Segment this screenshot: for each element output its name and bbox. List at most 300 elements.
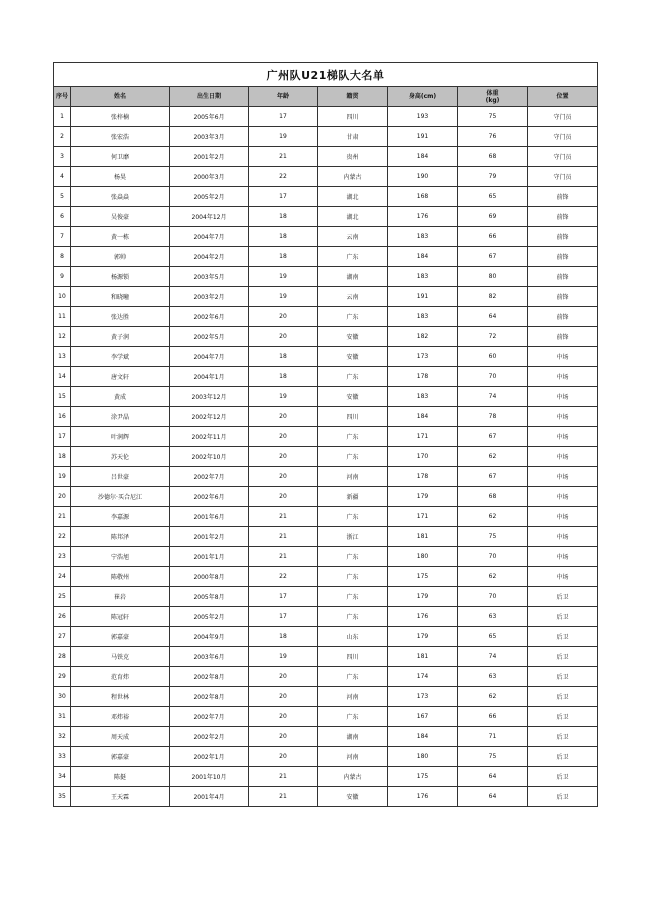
player-weight: 67 <box>458 467 528 487</box>
player-number: 3 <box>54 147 71 167</box>
player-hometown: 广东 <box>318 447 388 467</box>
player-hometown: 河南 <box>318 687 388 707</box>
player-name: 沙德尔·买合尼江 <box>71 487 170 507</box>
player-hometown: 浙江 <box>318 527 388 547</box>
player-height: 176 <box>388 207 458 227</box>
player-number: 1 <box>54 107 71 127</box>
player-name: 叶润辉 <box>71 427 170 447</box>
player-number: 21 <box>54 507 71 527</box>
player-age: 18 <box>249 367 318 387</box>
player-height: 173 <box>388 687 458 707</box>
player-birth-date: 2002年7月 <box>170 467 249 487</box>
table-row <box>54 207 598 227</box>
player-position: 后卫 <box>528 647 598 667</box>
player-birth-date: 2001年1月 <box>170 547 249 567</box>
player-height: 180 <box>388 747 458 767</box>
table-title: 广州队U21梯队大名单 <box>54 63 598 87</box>
player-hometown: 广东 <box>318 507 388 527</box>
table-row <box>54 667 598 687</box>
table-row <box>54 507 598 527</box>
col-header-height: 身高(cm) <box>388 87 458 107</box>
player-number: 5 <box>54 187 71 207</box>
player-weight: 76 <box>458 127 528 147</box>
player-age: 17 <box>249 607 318 627</box>
player-hometown: 广东 <box>318 427 388 447</box>
player-position: 前锋 <box>528 227 598 247</box>
player-position: 守门员 <box>528 127 598 147</box>
player-birth-date: 2001年2月 <box>170 147 249 167</box>
player-number: 20 <box>54 487 71 507</box>
player-number: 17 <box>54 427 71 447</box>
player-weight: 70 <box>458 367 528 387</box>
player-hometown: 广东 <box>318 587 388 607</box>
player-weight: 67 <box>458 427 528 447</box>
player-number: 15 <box>54 387 71 407</box>
player-weight: 69 <box>458 207 528 227</box>
player-age: 18 <box>249 227 318 247</box>
player-age: 20 <box>249 427 318 447</box>
player-birth-date: 2003年5月 <box>170 267 249 287</box>
player-name: 吴俊豪 <box>71 207 170 227</box>
player-name: 范育炜 <box>71 667 170 687</box>
player-number: 16 <box>54 407 71 427</box>
col-header-name: 姓名 <box>71 87 170 107</box>
player-height: 179 <box>388 587 458 607</box>
player-height: 183 <box>388 387 458 407</box>
table-row <box>54 547 598 567</box>
player-height: 180 <box>388 547 458 567</box>
player-hometown: 河南 <box>318 467 388 487</box>
player-number: 8 <box>54 247 71 267</box>
player-number: 35 <box>54 787 71 807</box>
player-number: 10 <box>54 287 71 307</box>
player-birth-date: 2004年12月 <box>170 207 249 227</box>
table-row <box>54 107 598 127</box>
player-hometown: 湖北 <box>318 187 388 207</box>
player-hometown: 甘肃 <box>318 127 388 147</box>
player-height: 183 <box>388 227 458 247</box>
player-birth-date: 2002年8月 <box>170 687 249 707</box>
player-weight: 79 <box>458 167 528 187</box>
player-birth-date: 2002年1月 <box>170 747 249 767</box>
player-name: 陈挺 <box>71 767 170 787</box>
player-height: 191 <box>388 287 458 307</box>
player-birth-date: 2002年10月 <box>170 447 249 467</box>
player-birth-date: 2002年5月 <box>170 327 249 347</box>
player-name: 邓炜裕 <box>71 707 170 727</box>
player-name: 张梓楠 <box>71 107 170 127</box>
player-weight: 78 <box>458 407 528 427</box>
player-hometown: 四川 <box>318 647 388 667</box>
title-row <box>54 63 598 87</box>
col-header-hometown: 籍贯 <box>318 87 388 107</box>
player-weight: 74 <box>458 387 528 407</box>
header-row <box>54 87 598 107</box>
player-birth-date: 2005年2月 <box>170 607 249 627</box>
player-height: 171 <box>388 507 458 527</box>
player-age: 20 <box>249 727 318 747</box>
player-position: 守门员 <box>528 147 598 167</box>
table-row <box>54 147 598 167</box>
player-age: 17 <box>249 187 318 207</box>
player-weight: 64 <box>458 787 528 807</box>
player-number: 4 <box>54 167 71 187</box>
player-position: 后卫 <box>528 627 598 647</box>
player-number: 23 <box>54 547 71 567</box>
player-weight: 74 <box>458 647 528 667</box>
player-hometown: 山东 <box>318 627 388 647</box>
player-number: 6 <box>54 207 71 227</box>
player-height: 181 <box>388 647 458 667</box>
player-position: 中场 <box>528 567 598 587</box>
player-position: 中场 <box>528 467 598 487</box>
table-row <box>54 247 598 267</box>
player-birth-date: 2002年12月 <box>170 407 249 427</box>
player-age: 19 <box>249 387 318 407</box>
player-name: 张宏浩 <box>71 127 170 147</box>
table-row <box>54 747 598 767</box>
table-row <box>54 347 598 367</box>
player-age: 19 <box>249 647 318 667</box>
player-position: 后卫 <box>528 727 598 747</box>
table-row <box>54 307 598 327</box>
player-age: 19 <box>249 267 318 287</box>
player-hometown: 四川 <box>318 407 388 427</box>
player-name: 张焱焱 <box>71 187 170 207</box>
player-age: 21 <box>249 507 318 527</box>
player-height: 190 <box>388 167 458 187</box>
player-position: 中场 <box>528 447 598 467</box>
player-birth-date: 2002年7月 <box>170 707 249 727</box>
player-name: 和晓疃 <box>71 287 170 307</box>
player-birth-date: 2002年2月 <box>170 727 249 747</box>
player-weight: 70 <box>458 587 528 607</box>
player-number: 28 <box>54 647 71 667</box>
player-position: 中场 <box>528 427 598 447</box>
player-hometown: 湖南 <box>318 727 388 747</box>
table-row <box>54 467 598 487</box>
player-age: 21 <box>249 147 318 167</box>
player-number: 26 <box>54 607 71 627</box>
player-position: 前锋 <box>528 307 598 327</box>
player-name: 杨昊 <box>71 167 170 187</box>
player-hometown: 广东 <box>318 367 388 387</box>
player-weight: 75 <box>458 107 528 127</box>
player-birth-date: 2003年3月 <box>170 127 249 147</box>
player-name: 郭嘉豪 <box>71 627 170 647</box>
player-height: 171 <box>388 427 458 447</box>
player-name: 陈敬州 <box>71 567 170 587</box>
player-weight: 62 <box>458 567 528 587</box>
player-number: 31 <box>54 707 71 727</box>
player-birth-date: 2001年2月 <box>170 527 249 547</box>
player-height: 179 <box>388 487 458 507</box>
player-name: 李嘉源 <box>71 507 170 527</box>
player-hometown: 云南 <box>318 287 388 307</box>
player-height: 178 <box>388 367 458 387</box>
player-number: 18 <box>54 447 71 467</box>
player-birth-date: 2004年1月 <box>170 367 249 387</box>
player-hometown: 湖南 <box>318 267 388 287</box>
player-name: 郭帅 <box>71 247 170 267</box>
player-age: 19 <box>249 127 318 147</box>
table-row <box>54 487 598 507</box>
player-hometown: 安徽 <box>318 787 388 807</box>
player-number: 11 <box>54 307 71 327</box>
player-number: 32 <box>54 727 71 747</box>
player-height: 183 <box>388 267 458 287</box>
player-hometown: 四川 <box>318 107 388 127</box>
col-header-age: 年龄 <box>249 87 318 107</box>
player-number: 29 <box>54 667 71 687</box>
player-age: 17 <box>249 107 318 127</box>
player-age: 20 <box>249 467 318 487</box>
player-height: 184 <box>388 727 458 747</box>
player-number: 30 <box>54 687 71 707</box>
player-age: 21 <box>249 767 318 787</box>
player-number: 24 <box>54 567 71 587</box>
player-hometown: 广东 <box>318 607 388 627</box>
table-row <box>54 447 598 467</box>
player-age: 22 <box>249 567 318 587</box>
player-height: 181 <box>388 527 458 547</box>
player-height: 176 <box>388 607 458 627</box>
player-height: 179 <box>388 627 458 647</box>
player-name: 张达胜 <box>71 307 170 327</box>
player-name: 黄成 <box>71 387 170 407</box>
player-name: 何卫靡 <box>71 147 170 167</box>
player-height: 178 <box>388 467 458 487</box>
player-age: 20 <box>249 407 318 427</box>
player-height: 170 <box>388 447 458 467</box>
player-number: 13 <box>54 347 71 367</box>
player-weight: 62 <box>458 687 528 707</box>
player-position: 守门员 <box>528 107 598 127</box>
player-number: 19 <box>54 467 71 487</box>
player-age: 20 <box>249 307 318 327</box>
player-number: 27 <box>54 627 71 647</box>
table-row <box>54 227 598 247</box>
player-hometown: 广东 <box>318 707 388 727</box>
player-position: 后卫 <box>528 767 598 787</box>
player-birth-date: 2002年11月 <box>170 427 249 447</box>
player-number: 25 <box>54 587 71 607</box>
player-hometown: 安徽 <box>318 347 388 367</box>
player-height: 175 <box>388 767 458 787</box>
player-position: 中场 <box>528 367 598 387</box>
player-height: 183 <box>388 307 458 327</box>
player-weight: 68 <box>458 147 528 167</box>
player-birth-date: 2004年7月 <box>170 347 249 367</box>
player-height: 174 <box>388 667 458 687</box>
player-height: 176 <box>388 787 458 807</box>
player-name: 黄一栋 <box>71 227 170 247</box>
player-age: 20 <box>249 447 318 467</box>
player-birth-date: 2004年9月 <box>170 627 249 647</box>
table-row <box>54 647 598 667</box>
player-hometown: 湖北 <box>318 207 388 227</box>
player-number: 34 <box>54 767 71 787</box>
player-weight: 80 <box>458 267 528 287</box>
player-number: 7 <box>54 227 71 247</box>
player-position: 前锋 <box>528 187 598 207</box>
player-name: 程世林 <box>71 687 170 707</box>
player-position: 后卫 <box>528 787 598 807</box>
player-weight: 82 <box>458 287 528 307</box>
player-weight: 66 <box>458 227 528 247</box>
player-name: 吕世豪 <box>71 467 170 487</box>
player-birth-date: 2004年2月 <box>170 247 249 267</box>
player-position: 后卫 <box>528 687 598 707</box>
col-header-position: 位置 <box>528 87 598 107</box>
player-hometown: 广东 <box>318 667 388 687</box>
player-name: 李学斌 <box>71 347 170 367</box>
table-row <box>54 407 598 427</box>
player-position: 后卫 <box>528 747 598 767</box>
player-name: 周天成 <box>71 727 170 747</box>
col-header-number: 序号 <box>54 87 71 107</box>
player-birth-date: 2002年6月 <box>170 307 249 327</box>
table-row <box>54 787 598 807</box>
player-number: 22 <box>54 527 71 547</box>
player-position: 前锋 <box>528 287 598 307</box>
table-row <box>54 627 598 647</box>
player-position: 后卫 <box>528 607 598 627</box>
player-birth-date: 2003年12月 <box>170 387 249 407</box>
player-position: 前锋 <box>528 247 598 267</box>
player-weight: 65 <box>458 187 528 207</box>
player-weight: 72 <box>458 327 528 347</box>
table-row <box>54 427 598 447</box>
table-row <box>54 707 598 727</box>
table-row <box>54 587 598 607</box>
player-position: 后卫 <box>528 707 598 727</box>
player-height: 168 <box>388 187 458 207</box>
player-birth-date: 2001年10月 <box>170 767 249 787</box>
table-row <box>54 567 598 587</box>
table-row <box>54 127 598 147</box>
table-row <box>54 267 598 287</box>
table-row <box>54 287 598 307</box>
table-row <box>54 367 598 387</box>
player-position: 后卫 <box>528 587 598 607</box>
player-position: 前锋 <box>528 207 598 227</box>
roster-table <box>53 62 598 807</box>
player-birth-date: 2001年4月 <box>170 787 249 807</box>
player-position: 中场 <box>528 387 598 407</box>
player-age: 20 <box>249 707 318 727</box>
player-position: 中场 <box>528 407 598 427</box>
player-position: 中场 <box>528 507 598 527</box>
player-number: 14 <box>54 367 71 387</box>
player-birth-date: 2004年7月 <box>170 227 249 247</box>
player-name: 崔岩 <box>71 587 170 607</box>
player-weight: 71 <box>458 727 528 747</box>
player-birth-date: 2000年8月 <box>170 567 249 587</box>
player-birth-date: 2001年6月 <box>170 507 249 527</box>
player-name: 王天霖 <box>71 787 170 807</box>
table-row <box>54 687 598 707</box>
roster-body <box>54 107 598 807</box>
roster-sheet <box>53 62 597 807</box>
player-weight: 62 <box>458 447 528 467</box>
player-hometown: 广东 <box>318 547 388 567</box>
player-position: 后卫 <box>528 667 598 687</box>
player-birth-date: 2005年8月 <box>170 587 249 607</box>
player-age: 22 <box>249 167 318 187</box>
player-age: 21 <box>249 787 318 807</box>
player-height: 193 <box>388 107 458 127</box>
player-height: 175 <box>388 567 458 587</box>
player-number: 33 <box>54 747 71 767</box>
player-height: 167 <box>388 707 458 727</box>
player-position: 中场 <box>528 487 598 507</box>
player-birth-date: 2002年8月 <box>170 667 249 687</box>
player-weight: 68 <box>458 487 528 507</box>
player-birth-date: 2005年6月 <box>170 107 249 127</box>
player-age: 20 <box>249 687 318 707</box>
table-row <box>54 387 598 407</box>
player-height: 184 <box>388 147 458 167</box>
table-row <box>54 727 598 747</box>
player-weight: 63 <box>458 607 528 627</box>
player-name: 宁浩旭 <box>71 547 170 567</box>
player-hometown: 安徽 <box>318 327 388 347</box>
player-height: 191 <box>388 127 458 147</box>
table-row <box>54 187 598 207</box>
col-header-birth-date: 出生日期 <box>170 87 249 107</box>
player-name: 唐文轩 <box>71 367 170 387</box>
player-birth-date: 2000年3月 <box>170 167 249 187</box>
player-hometown: 安徽 <box>318 387 388 407</box>
player-name: 陈邦泽 <box>71 527 170 547</box>
player-weight: 70 <box>458 547 528 567</box>
player-hometown: 内蒙古 <box>318 167 388 187</box>
player-weight: 64 <box>458 307 528 327</box>
player-weight: 62 <box>458 507 528 527</box>
table-row <box>54 167 598 187</box>
player-position: 中场 <box>528 527 598 547</box>
table-row <box>54 767 598 787</box>
table-row <box>54 327 598 347</box>
player-weight: 75 <box>458 747 528 767</box>
player-age: 21 <box>249 547 318 567</box>
player-name: 郭嘉豪 <box>71 747 170 767</box>
player-age: 17 <box>249 587 318 607</box>
player-age: 20 <box>249 667 318 687</box>
player-age: 20 <box>249 487 318 507</box>
player-birth-date: 2005年2月 <box>170 187 249 207</box>
table-row <box>54 527 598 547</box>
player-name: 马铁克 <box>71 647 170 667</box>
player-hometown: 广东 <box>318 307 388 327</box>
player-age: 18 <box>249 207 318 227</box>
player-position: 前锋 <box>528 327 598 347</box>
player-hometown: 新疆 <box>318 487 388 507</box>
player-height: 184 <box>388 407 458 427</box>
player-number: 9 <box>54 267 71 287</box>
player-birth-date: 2002年6月 <box>170 487 249 507</box>
player-hometown: 广东 <box>318 567 388 587</box>
player-height: 184 <box>388 247 458 267</box>
player-name: 涂尹晶 <box>71 407 170 427</box>
player-birth-date: 2003年2月 <box>170 287 249 307</box>
player-hometown: 河南 <box>318 747 388 767</box>
player-age: 20 <box>249 747 318 767</box>
player-hometown: 云南 <box>318 227 388 247</box>
player-name: 苏天伦 <box>71 447 170 467</box>
player-number: 2 <box>54 127 71 147</box>
